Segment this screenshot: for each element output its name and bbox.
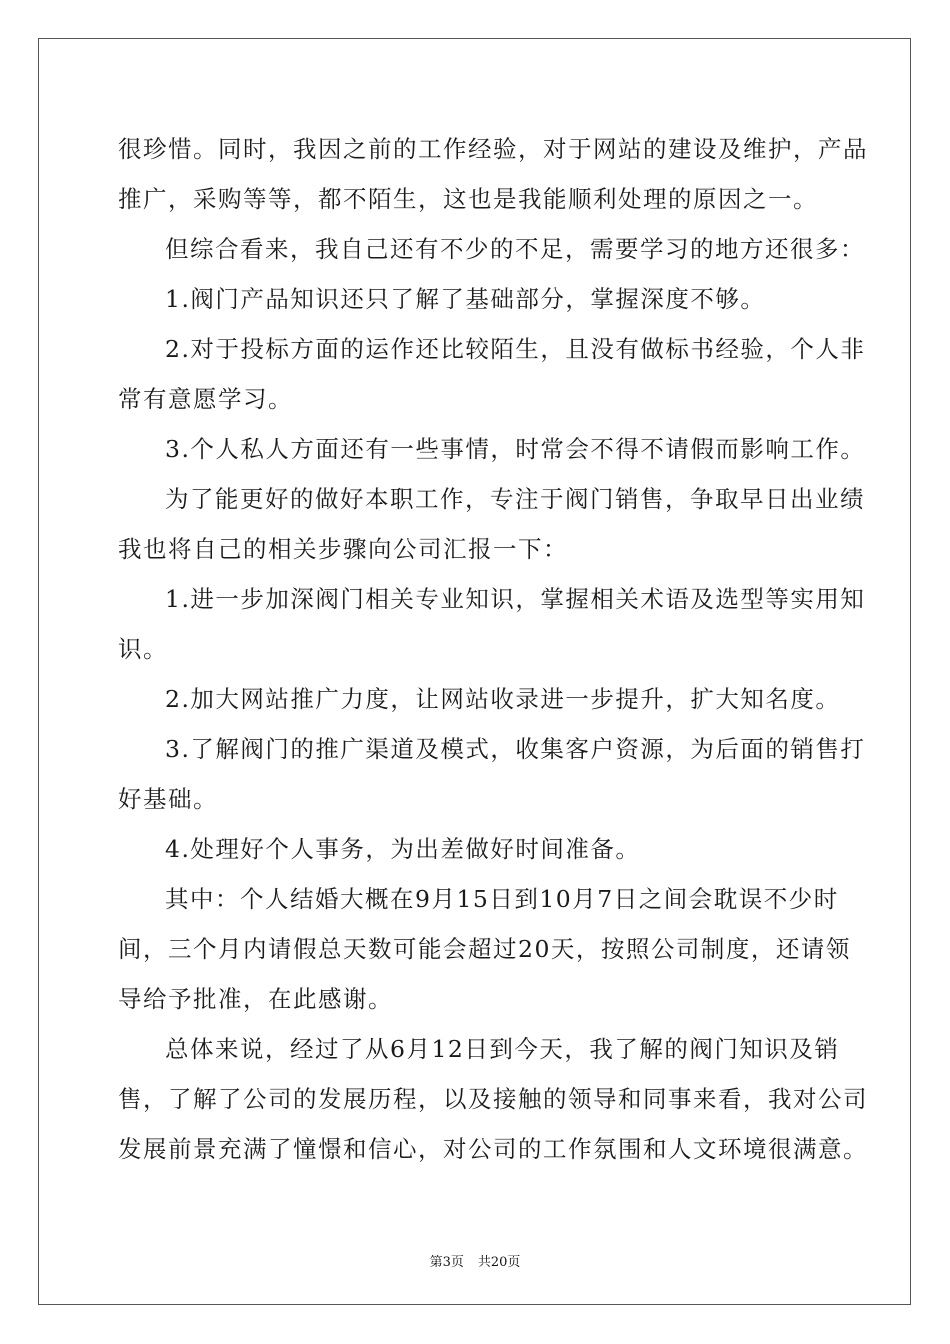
paragraph-start: 其中：个人结婚大概在9月15日到10月7日之间会耽误不少时 [165,885,839,913]
text-line: 推广，采购等等，都不陌生，这也是我能顺利处理的原因之一。 [118,185,818,213]
plan-item-4: 4.处理好个人事务，为出差做好时间准备。 [165,835,641,863]
paragraph-start: 为了能更好的做好本职工作，专注于阀门销售，争取早日出业绩 [165,485,865,513]
text-line: 我也将自己的相关步骤向公司汇报一下： [118,535,568,563]
paragraph-start: 总体来说，经过了从6月12日到今天，我了解的阀门知识及销 [165,1035,840,1063]
text-line: 常有意愿学习。 [118,385,293,413]
paragraph-start: 但综合看来，我自己还有不少的不足，需要学习的地方还很多： [165,235,865,263]
text-line: 售，了解了公司的发展历程，以及接触的领导和同事来看，我对公司 [118,1085,868,1113]
page-number: 第3页 [429,1255,464,1270]
page-footer [0,1251,950,1270]
plan-item-3: 3.了解阀门的推广渠道及模式，收集客户资源，为后面的销售打 [165,735,866,763]
list-item-1: 1.阀门产品知识还只了解了基础部分，掌握深度不够。 [165,285,766,313]
text-line: 识。 [118,635,168,663]
list-item-3: 3.个人私人方面还有一些事情，时常会不得不请假而影响工作。 [165,435,866,463]
list-item-2: 2.对于投标方面的运作还比较陌生，且没有做标书经验，个人非 [165,335,866,363]
text-line: 很珍惜。同时，我因之前的工作经验，对于网站的建设及维护，产品 [118,135,868,163]
text-line: 发展前景充满了憧憬和信心，对公司的工作氛围和人文环境很满意。 [118,1135,868,1163]
document-body [118,124,868,1174]
plan-item-1: 1.进一步加深阀门相关专业知识，掌握相关术语及选型等实用知 [165,585,866,613]
text-line: 间，三个月内请假总天数可能会超过20天，按照公司制度，还请领 [118,935,851,963]
total-pages: 共20页 [477,1255,521,1270]
text-line: 好基础。 [118,785,218,813]
text-line: 导给予批准，在此感谢。 [118,985,393,1013]
plan-item-2: 2.加大网站推广力度，让网站收录进一步提升，扩大知名度。 [165,685,841,713]
